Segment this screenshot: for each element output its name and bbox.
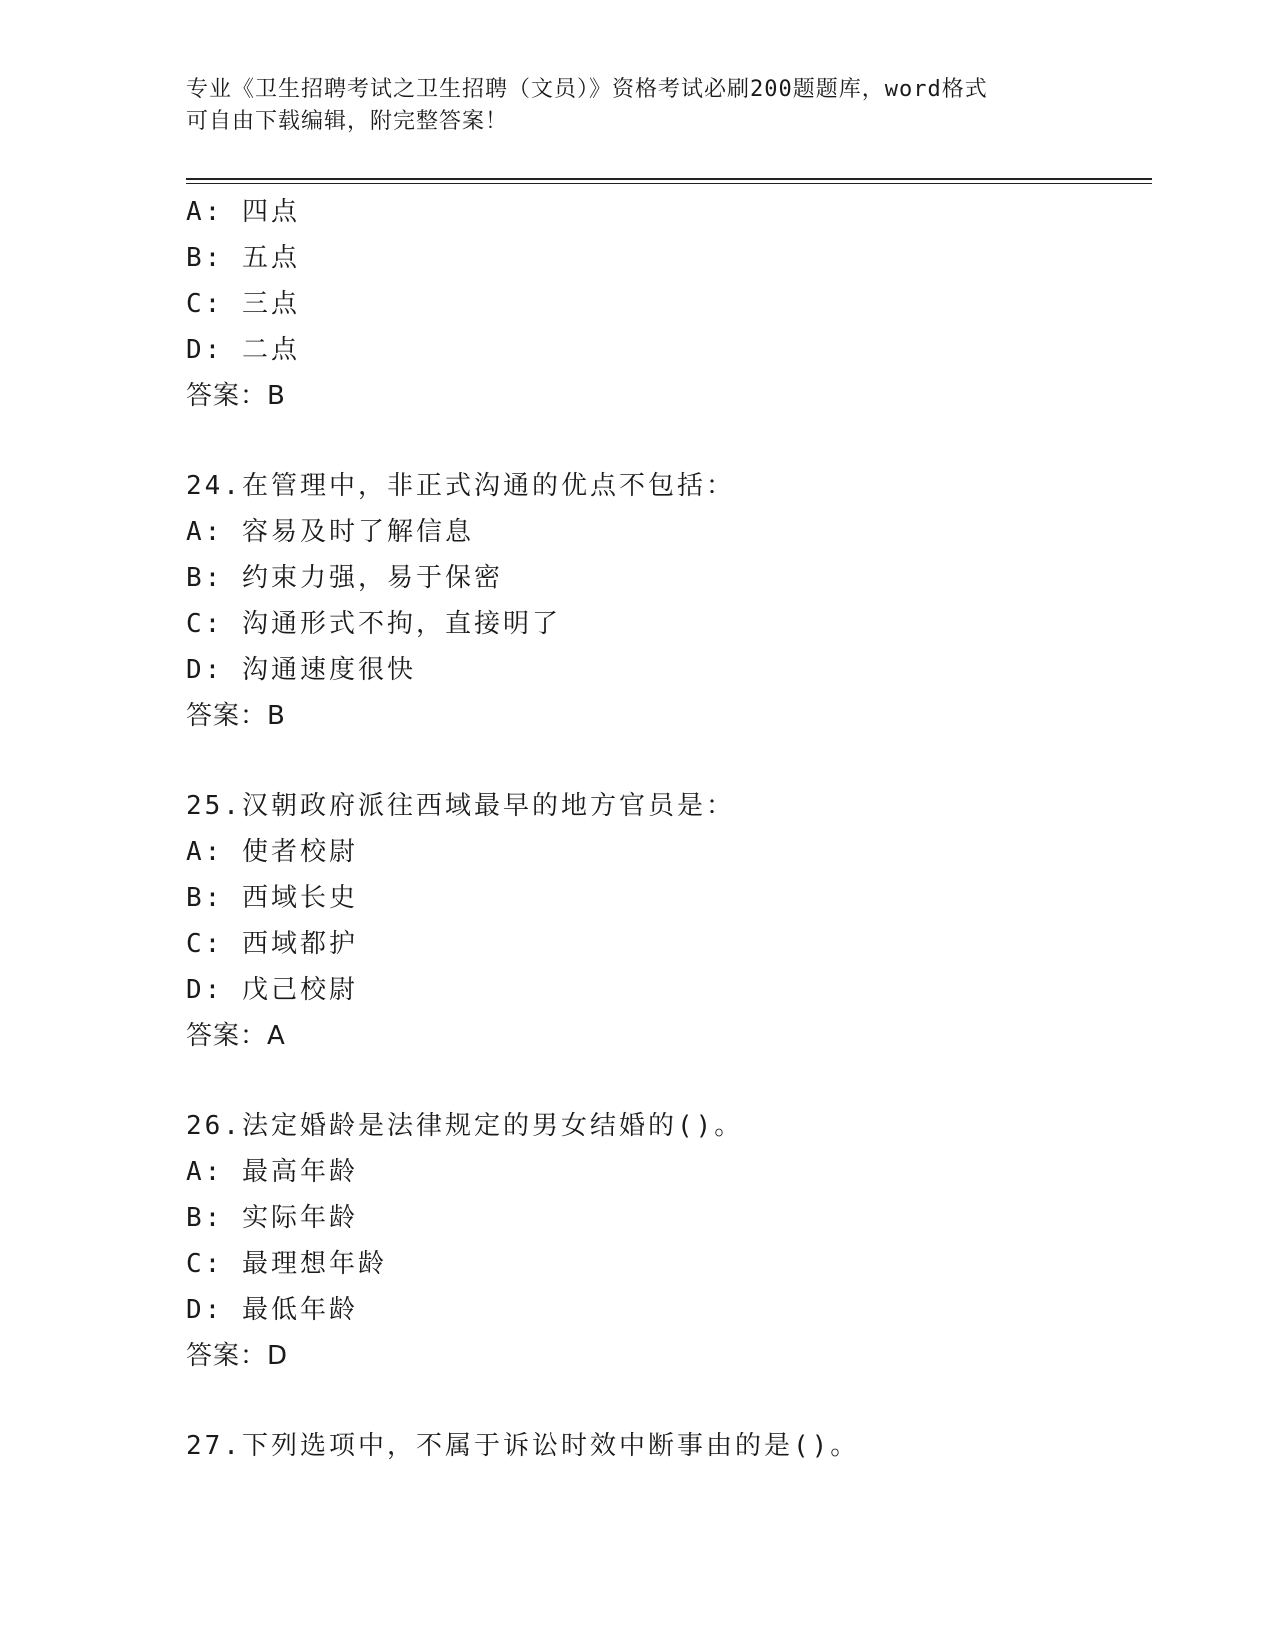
question-stem: 27.下列选项中，不属于诉讼时效中断事由的是()。 <box>186 1431 860 1461</box>
answer-line: 答案：B <box>186 701 286 731</box>
option-a: A: 使者校尉 <box>186 837 358 867</box>
option-c: C: 三点 <box>186 289 300 319</box>
option-d: D: 二点 <box>186 335 300 365</box>
question-25 <box>186 783 1136 1059</box>
header-divider-thin <box>186 183 1152 184</box>
lead-options <box>186 189 1136 419</box>
option-d: D: 戊己校尉 <box>186 975 358 1005</box>
answer-line: 答案：B <box>186 381 286 411</box>
header-line-1: 专业《卫生招聘考试之卫生招聘（文员）》资格考试必刷200题题库，word格式 <box>186 77 988 102</box>
option-c: C: 西域都护 <box>186 929 358 959</box>
option-a: A: 容易及时了解信息 <box>186 517 474 547</box>
question-list <box>186 189 1136 1469</box>
option-b: B: 实际年龄 <box>186 1203 358 1233</box>
question-stem: 24.在管理中，非正式沟通的优点不包括： <box>186 471 735 501</box>
question-stem: 26.法定婚龄是法律规定的男女结婚的()。 <box>186 1111 744 1141</box>
option-d: D: 沟通速度很快 <box>186 655 416 685</box>
header-line-2: 可自由下载编辑，附完整答案！ <box>186 109 509 134</box>
option-c: C: 最理想年龄 <box>186 1249 387 1279</box>
answer-line: 答案：A <box>186 1021 286 1051</box>
option-d: D: 最低年龄 <box>186 1295 358 1325</box>
option-b: B: 西域长史 <box>186 883 358 913</box>
question-27 <box>186 1423 1136 1469</box>
question-stem: 25.汉朝政府派往西域最早的地方官员是： <box>186 791 735 821</box>
question-24 <box>186 463 1136 739</box>
answer-line: 答案：D <box>186 1341 289 1371</box>
option-a: A: 四点 <box>186 197 300 227</box>
question-26 <box>186 1103 1136 1379</box>
option-b: B: 约束力强，易于保密 <box>186 563 503 593</box>
document-header <box>186 74 1086 138</box>
option-c: C: 沟通形式不拘，直接明了 <box>186 609 561 639</box>
option-a: A: 最高年龄 <box>186 1157 358 1187</box>
option-b: B: 五点 <box>186 243 300 273</box>
header-divider-thick <box>186 178 1152 180</box>
